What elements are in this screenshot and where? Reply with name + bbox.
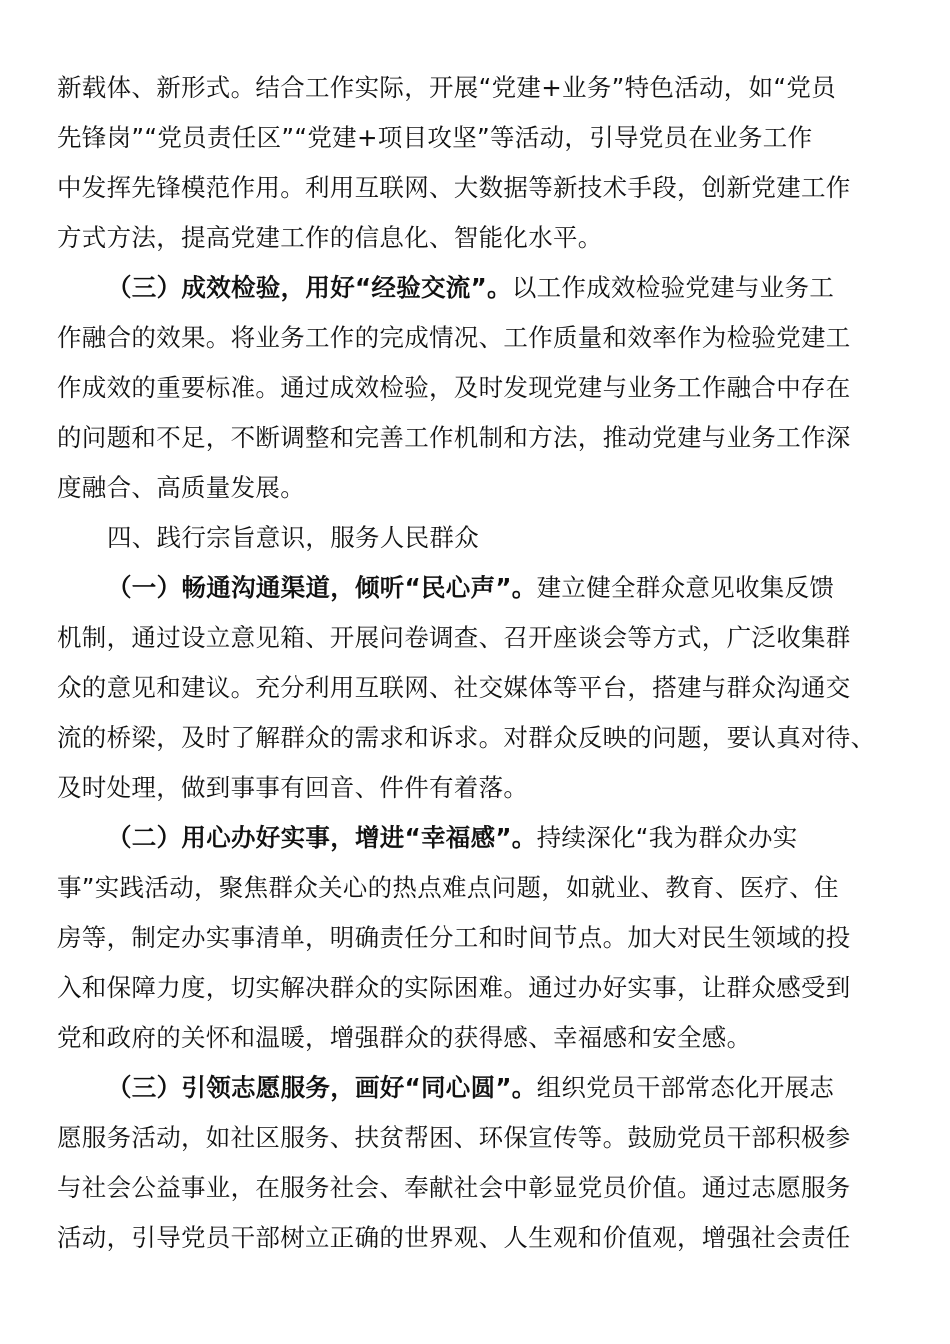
- text-line: 新载体、新形式。结合工作实际，开展“党建+业务”特色活动，如“党员: [57, 73, 837, 102]
- line-text: 持续深化“我为群众办实: [536, 823, 798, 852]
- text-line: [57, 1063, 897, 1113]
- text-line: 的问题和不足，不断调整和完善工作机制和方法，推动党建与业务工作深: [57, 423, 851, 452]
- text-line: 作融合的效果。将业务工作的完成情况、工作质量和效率作为检验党建工: [57, 323, 851, 352]
- line-text: 以工作成效检验党建与业务工: [511, 273, 835, 302]
- paragraph: [57, 813, 897, 1063]
- text-line: 机制，通过设立意见箱、开展问卷调查、召开座谈会等方式，广泛收集群: [57, 623, 851, 652]
- text-line: 度融合、高质量发展。: [57, 473, 305, 502]
- text-line: 及时处理，做到事事有回音、件件有着落。: [57, 773, 529, 802]
- line-text: 组织党员干部常态化开展志: [536, 1073, 835, 1102]
- text-line: 作成效的重要标准。通过成效检验，及时发现党建与业务工作融合中存在: [57, 373, 851, 402]
- subheading-bold: （二）用心办好实事，增进“幸福感”。: [107, 823, 537, 852]
- text-line: 中发挥先锋模范作用。利用互联网、大数据等新技术手段，创新党建工作: [57, 173, 851, 202]
- paragraph: [57, 563, 897, 813]
- text-line: 方式方法，提高党建工作的信息化、智能化水平。: [57, 223, 603, 252]
- subheading-bold: （三）引领志愿服务，画好“同心圆”。: [107, 1073, 537, 1102]
- text-line: 众的意见和建议。充分利用互联网、社交媒体等平台，搭建与群众沟通交: [57, 673, 851, 702]
- text-line: [57, 563, 897, 613]
- text-line: 活动，引导党员干部树立正确的世界观、人生观和价值观，增强社会责任: [57, 1223, 851, 1252]
- text-line: 党和政府的关怀和温暖，增强群众的获得感、幸福感和安全感。: [57, 1023, 752, 1052]
- paragraph: [57, 263, 897, 513]
- subheading-bold: （三）成效检验，用好“经验交流”。: [107, 273, 512, 302]
- paragraph: [57, 1063, 897, 1263]
- text-line: 愿服务活动，如社区服务、扶贫帮困、环保宣传等。鼓励党员干部积极参: [57, 1123, 851, 1152]
- text-line: 事”实践活动，聚焦群众关心的热点难点问题，如就业、教育、医疗、住: [57, 873, 839, 902]
- heading-text: 四、践行宗旨意识，服务人民群众: [107, 523, 479, 552]
- paragraph: [57, 63, 897, 263]
- text-line: 入和保障力度，切实解决群众的实际困难。通过办好实事，让群众感受到: [57, 973, 851, 1002]
- text-line: 房等，制定办实事清单，明确责任分工和时间节点。加大对民生领域的投: [57, 923, 851, 952]
- line-text: 建立健全群众意见收集反馈: [536, 573, 835, 602]
- text-line: 先锋岗”“党员责任区”“党建+项目攻坚”等活动，引导党员在业务工作: [57, 123, 813, 152]
- section-heading: [57, 513, 897, 563]
- text-line: [57, 813, 897, 863]
- text-line: 与社会公益事业，在服务社会、奉献社会中彰显党员价值。通过志愿服务: [57, 1173, 851, 1202]
- subheading-bold: （一）畅通沟通渠道，倾听“民心声”。: [107, 573, 537, 602]
- document-page: [57, 63, 897, 1263]
- text-line: [57, 263, 897, 313]
- text-line: 流的桥梁，及时了解群众的需求和诉求。对群众反映的问题，要认真对待、: [57, 723, 876, 752]
